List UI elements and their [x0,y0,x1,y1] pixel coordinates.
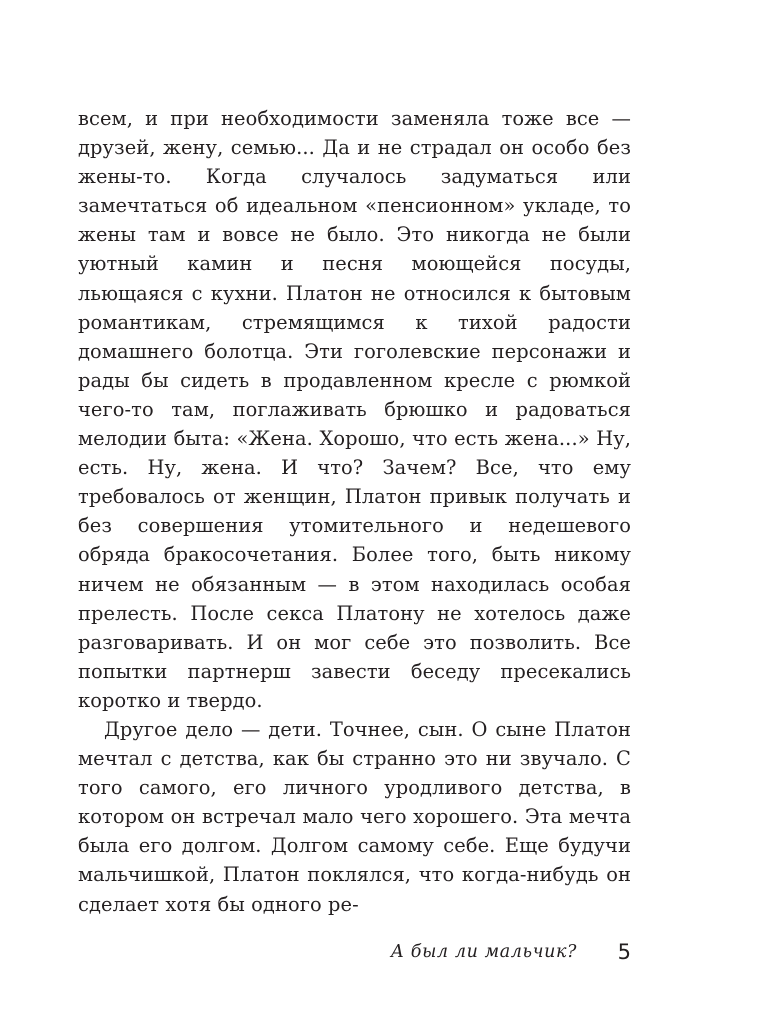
page-number: 5 [617,940,631,964]
running-title: А был ли мальчик? [390,942,577,962]
page-footer [78,940,633,970]
page-body-text [78,104,631,919]
paragraph-2: Другое дело — дети. Точнее, сын. О сыне Платон мечтал с детства, как бы странно это ни звучало. С того самого, его личного уродливого детства, в котором он встречал мало чего хорошего. Эта мечта была его долгом. Долгом самому себе. Еще будучи мальчишкой, Платон поклялся, что когда-нибудь он сделает хотя бы одного ре- [78,717,631,916]
paragraph-1: всем, и при необходимости заменяла тоже все — друзей, жену, семью... Да и не страдал он особо без жены-то. Когда случалось задуматься или замечтаться об идеальном «пенсионном» укладе, то жены там и вовсе не было. Это никогда не были уютный камин и песня моющейся посуды, льющаяся с кухни. Платон не относился к бытовым романтикам, стремящимся к тихой радости домашнего болотца. Эти гоголевские персонажи и рады бы сидеть в продавленном кресле с рюмкой чего-то там, поглаживать брюшко и радоваться мелодии быта: «Жена. Хорошо, что есть жена...» Ну, есть. Ну, жена. И что? Зачем? Все, что ему требовалось от женщин, Платон привык получать и без совершения утомительного и недешевого обряда бракосочетания. Более того, быть никому ничем не обязанным — в этом находилась особая прелесть. После секса Платону не хотелось даже разговаривать. И он мог себе это позволить. Все попытки партнерш завести беседу пресекались коротко и твердо. [78,107,631,712]
